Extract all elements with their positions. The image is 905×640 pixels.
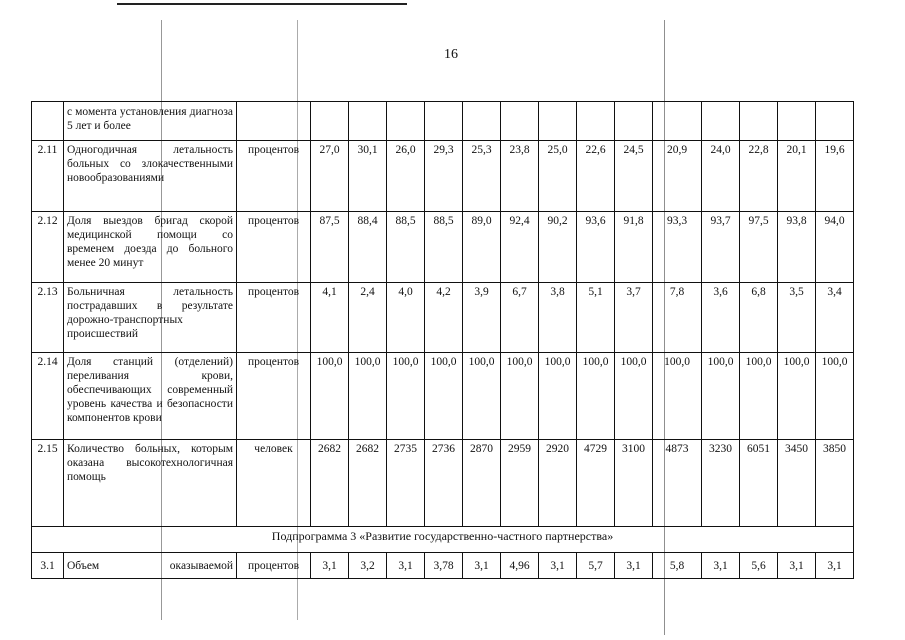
value-cell: 6,8 [740, 283, 778, 353]
value-cell: 4729 [577, 440, 615, 527]
value-cell: 3,1 [311, 553, 349, 579]
table-row [32, 353, 854, 440]
value-cell: 2920 [539, 440, 577, 527]
value-cell: 3,2 [349, 553, 387, 579]
value-cell: 3,1 [816, 553, 854, 579]
value-cell: 2870 [463, 440, 501, 527]
value-cell [539, 102, 577, 141]
row-number: 3.1 [32, 553, 64, 579]
value-cell: 100,0 [463, 353, 501, 440]
value-cell: 23,8 [501, 141, 539, 212]
unit-cell: процентов [237, 353, 311, 440]
value-cell: 22,8 [740, 141, 778, 212]
table-row [32, 141, 854, 212]
row-number: 2.13 [32, 283, 64, 353]
unit-cell [237, 102, 311, 141]
value-cell: 3,1 [463, 553, 501, 579]
value-cell [702, 102, 740, 141]
value-cell: 3,78 [425, 553, 463, 579]
unit-cell: человек [237, 440, 311, 527]
indicator-table [31, 101, 854, 579]
value-cell: 88,4 [349, 212, 387, 283]
value-cell: 24,5 [615, 141, 653, 212]
value-cell: 3850 [816, 440, 854, 527]
value-cell: 87,5 [311, 212, 349, 283]
value-cell: 93,7 [702, 212, 740, 283]
indicator-name: Объем оказываемой [64, 553, 237, 579]
value-cell: 3,1 [615, 553, 653, 579]
value-cell: 88,5 [425, 212, 463, 283]
value-cell [349, 102, 387, 141]
value-cell [577, 102, 615, 141]
value-cell [387, 102, 425, 141]
value-cell: 4,1 [311, 283, 349, 353]
table-row [32, 212, 854, 283]
value-cell: 3,1 [539, 553, 577, 579]
value-cell: 3,4 [816, 283, 854, 353]
value-cell [501, 102, 539, 141]
section-row [32, 527, 854, 553]
value-cell [615, 102, 653, 141]
value-cell: 4873 [653, 440, 702, 527]
value-cell: 29,3 [425, 141, 463, 212]
value-cell: 5,1 [577, 283, 615, 353]
value-cell: 100,0 [387, 353, 425, 440]
value-cell [653, 102, 702, 141]
value-cell: 100,0 [816, 353, 854, 440]
row-number: 2.11 [32, 141, 64, 212]
value-cell: 90,2 [539, 212, 577, 283]
value-cell: 4,96 [501, 553, 539, 579]
value-cell [425, 102, 463, 141]
value-cell: 94,0 [816, 212, 854, 283]
value-cell: 2736 [425, 440, 463, 527]
indicator-name: с момента установления диагноза 5 лет и более [64, 102, 237, 141]
value-cell: 20,9 [653, 141, 702, 212]
value-cell: 24,0 [702, 141, 740, 212]
value-cell: 3,8 [539, 283, 577, 353]
value-cell: 3230 [702, 440, 740, 527]
value-cell: 100,0 [778, 353, 816, 440]
unit-cell: процентов [237, 212, 311, 283]
value-cell: 100,0 [501, 353, 539, 440]
row-number: 2.15 [32, 440, 64, 527]
table-row [32, 102, 854, 141]
row-number: 2.12 [32, 212, 64, 283]
value-cell: 100,0 [425, 353, 463, 440]
value-cell: 3,6 [702, 283, 740, 353]
row-number: 2.14 [32, 353, 64, 440]
value-cell: 2959 [501, 440, 539, 527]
value-cell: 100,0 [311, 353, 349, 440]
value-cell: 27,0 [311, 141, 349, 212]
table-row [32, 440, 854, 527]
value-cell: 100,0 [740, 353, 778, 440]
value-cell: 93,6 [577, 212, 615, 283]
value-cell: 26,0 [387, 141, 425, 212]
value-cell: 5,8 [653, 553, 702, 579]
table-row [32, 283, 854, 353]
value-cell: 100,0 [653, 353, 702, 440]
value-cell [816, 102, 854, 141]
value-cell: 93,3 [653, 212, 702, 283]
value-cell: 7,8 [653, 283, 702, 353]
value-cell: 4,2 [425, 283, 463, 353]
value-cell: 3,9 [463, 283, 501, 353]
value-cell: 2682 [349, 440, 387, 527]
value-cell: 100,0 [577, 353, 615, 440]
value-cell: 5,7 [577, 553, 615, 579]
value-cell: 20,1 [778, 141, 816, 212]
unit-cell: процентов [237, 141, 311, 212]
value-cell: 25,3 [463, 141, 501, 212]
value-cell: 93,8 [778, 212, 816, 283]
value-cell [778, 102, 816, 141]
value-cell: 2682 [311, 440, 349, 527]
value-cell: 100,0 [539, 353, 577, 440]
page-number: 16 [444, 47, 458, 62]
value-cell: 97,5 [740, 212, 778, 283]
indicator-name: Больничная летальность пострадавших в результате дорожно-транспортных происшествий [64, 283, 237, 353]
value-cell: 91,8 [615, 212, 653, 283]
indicator-name: Доля станций (отделений) переливания крови, обеспечивающих современный уровень качества и безопасности компонентов крови [64, 353, 237, 440]
value-cell: 30,1 [349, 141, 387, 212]
value-cell: 3,1 [702, 553, 740, 579]
value-cell [311, 102, 349, 141]
value-cell: 3450 [778, 440, 816, 527]
indicator-name: Доля выездов бригад скорой медицинской помощи со временем доезда до больного менее 20 минут [64, 212, 237, 283]
value-cell: 6,7 [501, 283, 539, 353]
value-cell: 3,7 [615, 283, 653, 353]
value-cell: 25,0 [539, 141, 577, 212]
unit-cell: процентов [237, 283, 311, 353]
value-cell: 19,6 [816, 141, 854, 212]
value-cell: 3,1 [778, 553, 816, 579]
top-rule [117, 3, 407, 5]
value-cell: 4,0 [387, 283, 425, 353]
value-cell: 2,4 [349, 283, 387, 353]
indicator-name: Одногодичная летальность больных со злокачественными новообразованиями [64, 141, 237, 212]
value-cell: 3100 [615, 440, 653, 527]
value-cell: 2735 [387, 440, 425, 527]
indicator-name: Количество больных, которым оказана высокотехнологичная помощь [64, 440, 237, 527]
value-cell: 92,4 [501, 212, 539, 283]
value-cell: 100,0 [349, 353, 387, 440]
value-cell [463, 102, 501, 141]
value-cell: 89,0 [463, 212, 501, 283]
value-cell: 100,0 [702, 353, 740, 440]
unit-cell: процентов [237, 553, 311, 579]
value-cell: 22,6 [577, 141, 615, 212]
row-number [32, 102, 64, 141]
value-cell: 5,6 [740, 553, 778, 579]
value-cell: 3,1 [387, 553, 425, 579]
value-cell: 88,5 [387, 212, 425, 283]
value-cell [740, 102, 778, 141]
value-cell: 100,0 [615, 353, 653, 440]
value-cell: 6051 [740, 440, 778, 527]
section-title: Подпрограмма 3 «Развитие государственно-частного партнерства» [32, 527, 854, 553]
table-row [32, 553, 854, 579]
value-cell: 3,5 [778, 283, 816, 353]
